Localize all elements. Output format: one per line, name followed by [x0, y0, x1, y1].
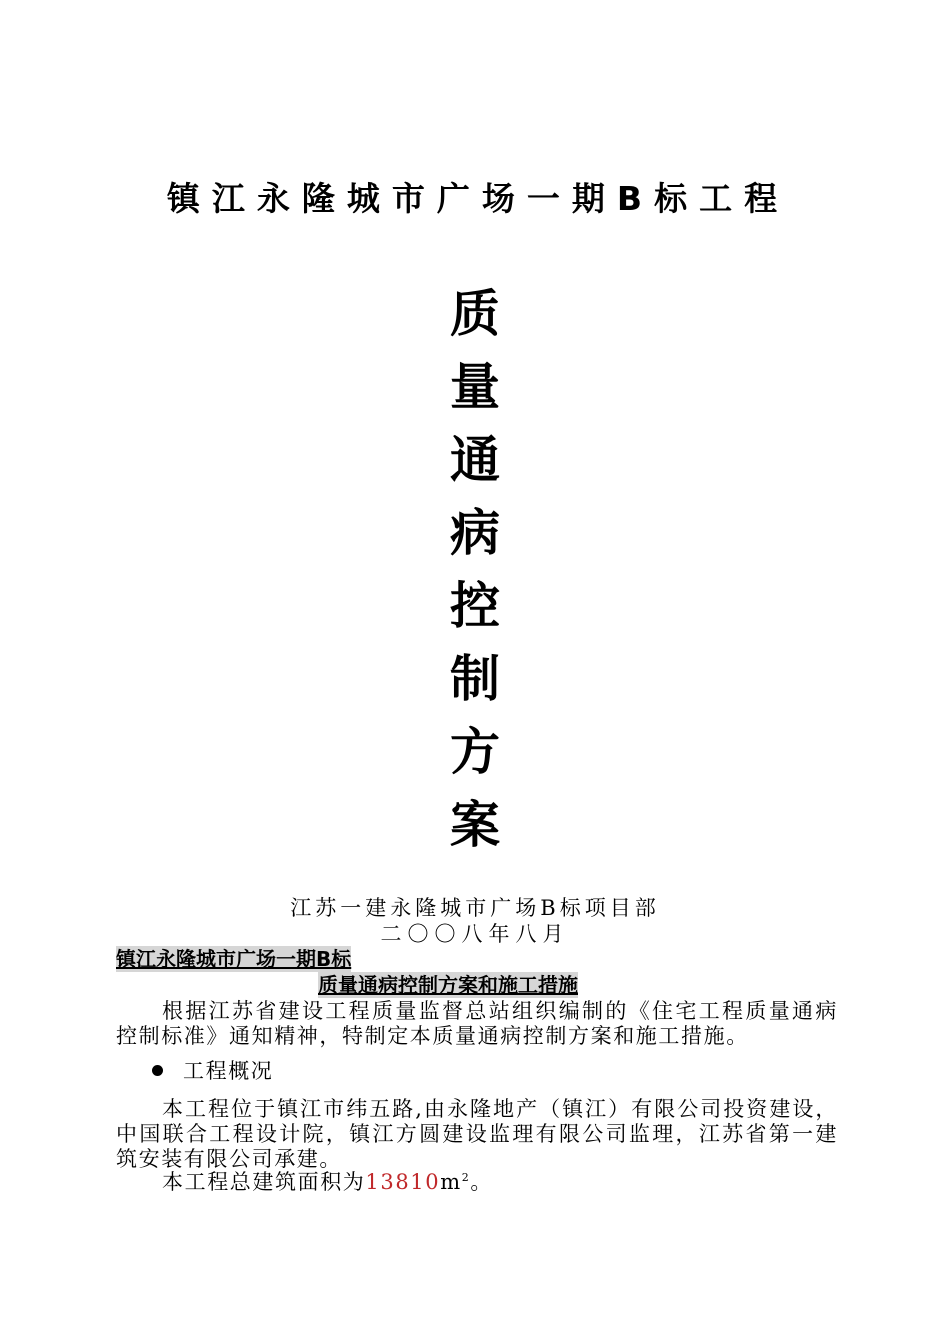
- document-title-char: 量: [450, 358, 500, 416]
- document-title-char: 通: [450, 431, 500, 489]
- overview-bullet-label: 工程概况: [183, 1059, 274, 1083]
- area-suffix: 。: [470, 1170, 493, 1194]
- overview-bullet: [152, 1059, 273, 1084]
- issue-date: 二〇〇八年八月: [380, 922, 570, 946]
- bullet-dot-icon: [152, 1065, 163, 1076]
- intro-paragraph: 根据江苏省建设工程质量监督总站组织编制的《住宅工程质量通病控制标准》通知精神，特制定本质量通病控制方案和施工措施。: [116, 999, 838, 1048]
- section-heading-project: 镇江永隆城市广场一期B标: [116, 947, 352, 971]
- document-title-char: 制: [450, 650, 500, 708]
- document-title-char: 控: [450, 577, 500, 635]
- overview-paragraph: 本工程位于镇江市纬五路,由永隆地产（镇江）有限公司投资建设，中国联合工程设计院，镇江方圆建设监理有限公司监理，江苏省第一建筑安装有限公司承建。: [116, 1097, 838, 1171]
- document-title-char: 质: [450, 285, 500, 343]
- area-unit-superscript: 2: [461, 1171, 471, 1184]
- document-title: [425, 278, 525, 862]
- area-paragraph: [116, 1170, 838, 1195]
- area-unit: m: [440, 1170, 462, 1194]
- document-title-char: 案: [450, 796, 500, 854]
- document-title-char: 方: [450, 723, 500, 781]
- section-heading-plan: 质量通病控制方案和施工措施: [318, 973, 578, 997]
- area-value: 13810: [365, 1170, 441, 1194]
- project-title: 镇江永隆城市广场一期B标工程: [166, 179, 790, 218]
- issuer-name: 江苏一建永隆城市广场B标项目部: [290, 896, 660, 920]
- area-prefix: 本工程总建筑面积为: [162, 1170, 366, 1194]
- document-title-char: 病: [450, 504, 500, 562]
